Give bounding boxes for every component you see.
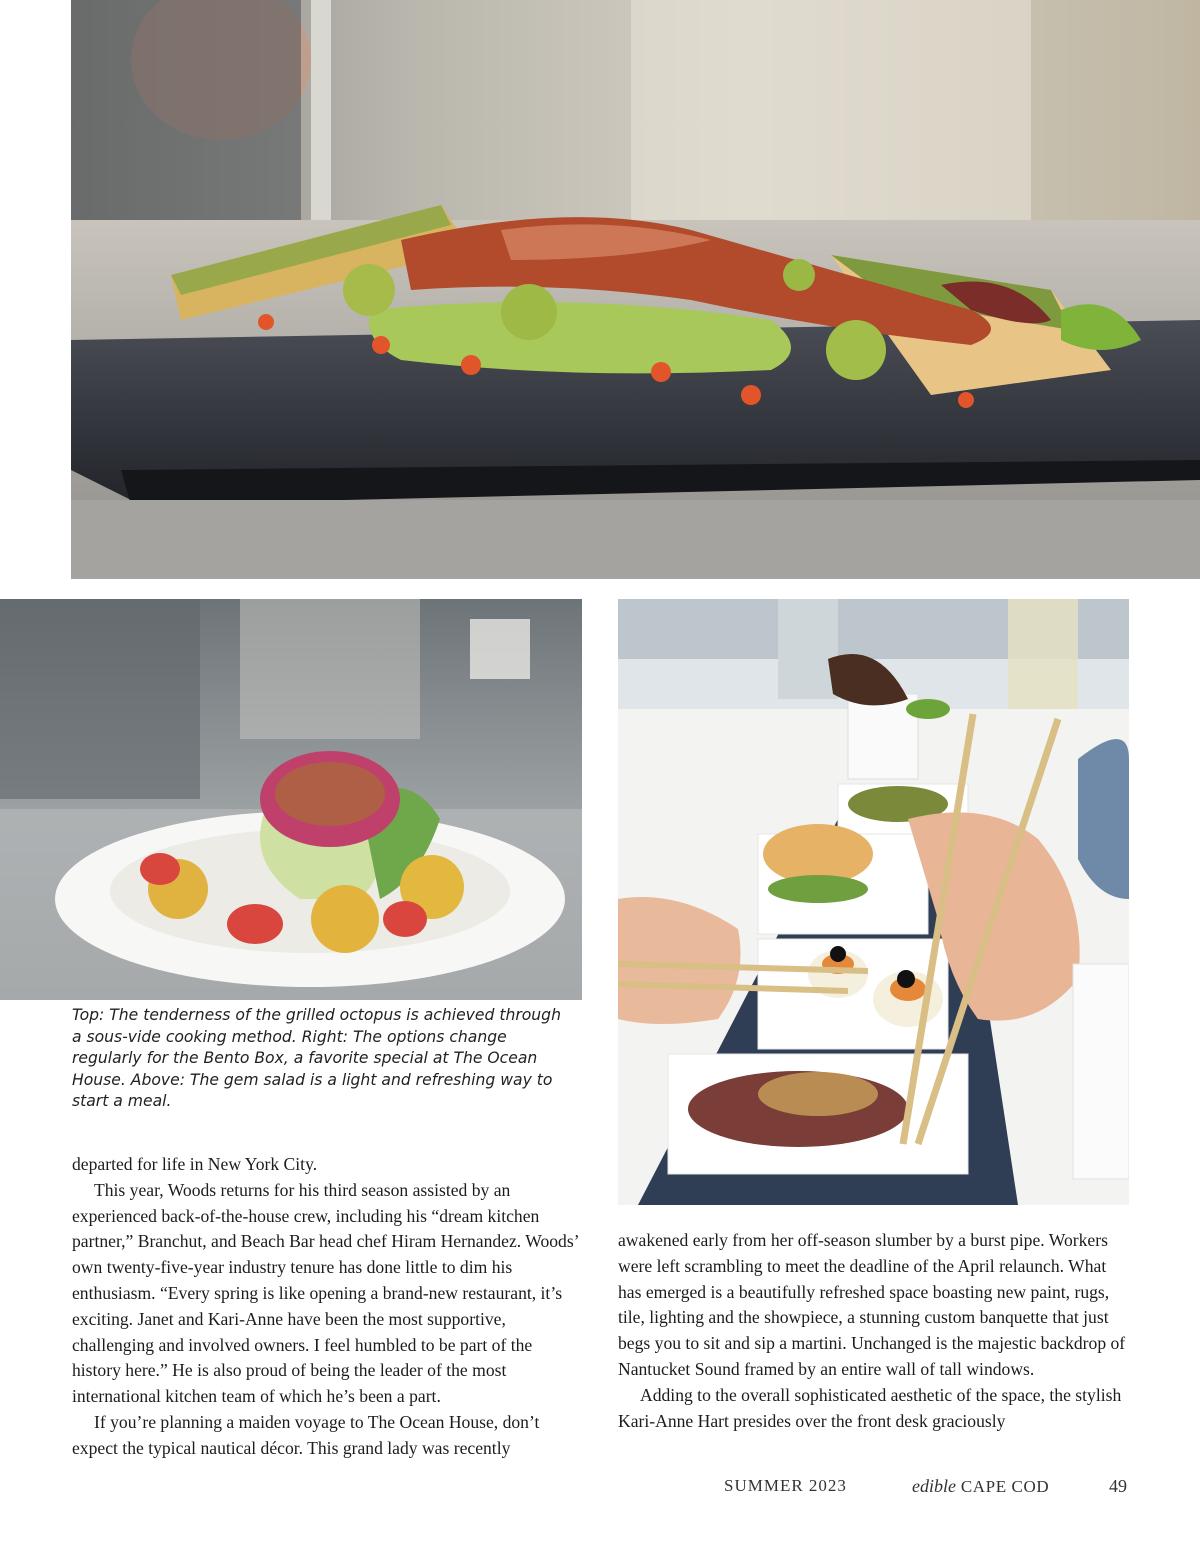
grilled-octopus-photo [71, 0, 1200, 579]
magazine-name-italic: edible [912, 1476, 956, 1496]
issue-date: SUMMER 2023 [724, 1476, 847, 1495]
bento-box-photo [618, 599, 1129, 1205]
paragraph: If you’re planning a maiden voyage to The Ocean House, don’t expect the typical nautical décor. This grand lady was recently [72, 1411, 540, 1458]
paragraph: awakened early from her off-season slumber by a burst pipe. Workers were left scrambling to meet the deadline of the April relaunch. What has emerged is a beautifully refreshed space boasting new paint, rugs, tile, lighting and the showpiece, a stunning custom banquette that just begs you to sit and sip a martini. Unchanged is the majestic backdrop of Nantucket Sound framed by an entire wall of tall windows. [618, 1230, 1126, 1379]
page-number: 49 [1109, 1476, 1127, 1496]
gem-salad-photo [0, 599, 582, 1000]
paragraph: departed for life in New York City. [72, 1154, 318, 1174]
paragraph: This year, Woods returns for his third season assisted by an experienced back-of-the-house crew, including his “dream kitchen partner,” Branchut, and Beach Bar head chef Hiram Hernandez. Woods’ own twenty-five-year industry tenure has done little to dim his enthusiasm. “Every spring is like opening a brand-new restaurant, it’s exciting. Janet and Kari-Anne have been the most supportive, challenging and involved owners. I feel humbled to be part of the history here.” He is also proud of being the leader of the most international kitchen team of which he’s been a part. [72, 1179, 579, 1407]
paragraph: Adding to the overall sophisticated aesthetic of the space, the stylish Kari-Anne Hart presides over the front desk graciously [618, 1384, 1122, 1431]
article-column-left [72, 1152, 582, 1462]
photo-caption: Top: The tenderness of the grilled octopus is achieved through a sous-vide cooking method. Right: The options change regularly for the Bento Box, a favorite special at The Ocean House. Above: The gem salad is a light and refreshing way to start a meal. [72, 1006, 561, 1110]
magazine-name [912, 1476, 1049, 1500]
article-column-right [618, 1228, 1130, 1434]
magazine-name-rest: CAPE COD [960, 1477, 1050, 1496]
